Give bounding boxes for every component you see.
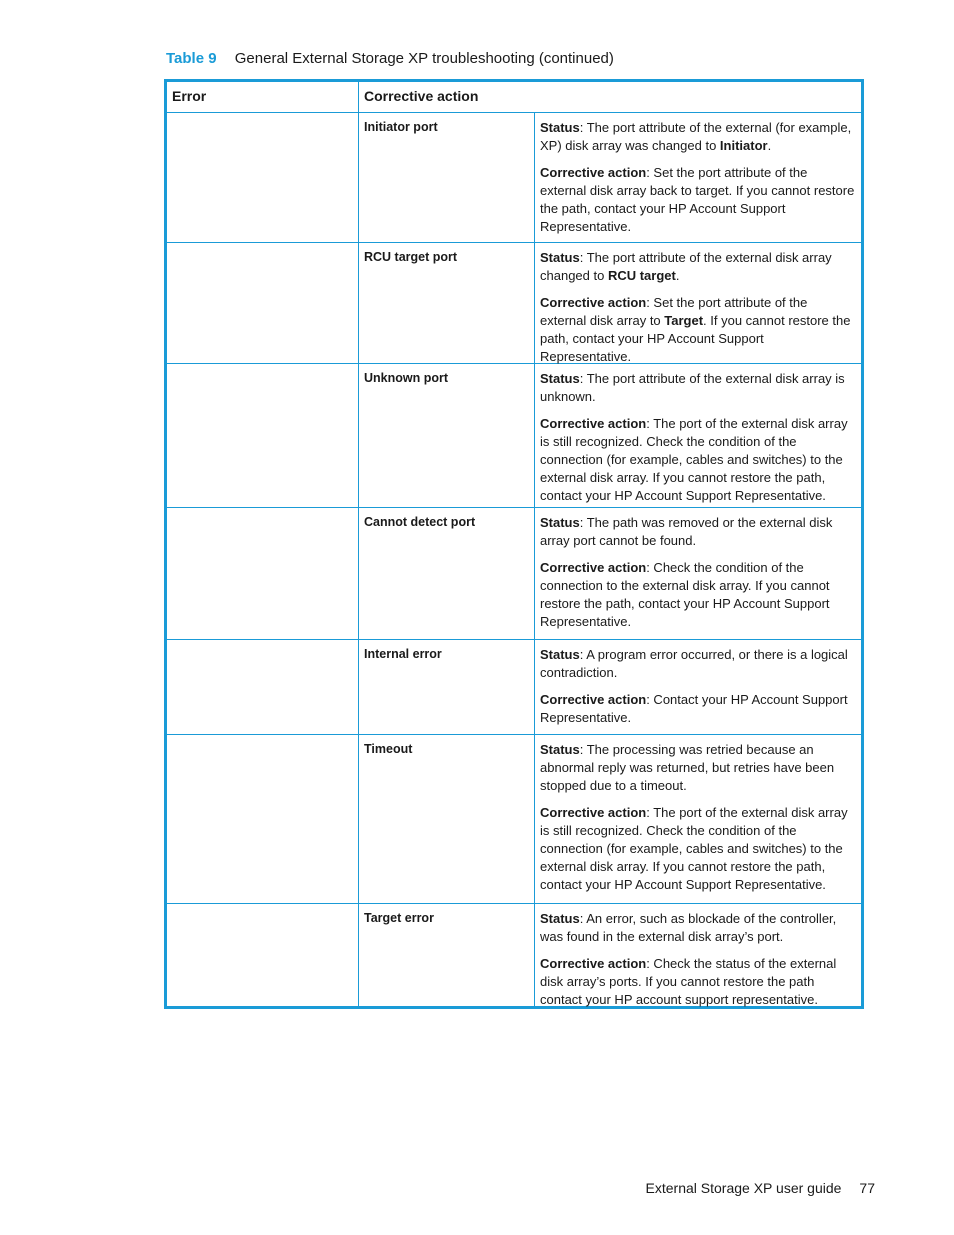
corrective-action-text: Corrective action: Set the port attribute of the external disk array back to target. If you cannot restore the path, contact your HP Account Support Representative. (540, 165, 855, 234)
corrective-action-text: Corrective action: The port of the external disk array is still recognized. Check the condition of the connection (for example, cables and switches) to the external disk array. If you cannot restore the path, contact your HP Account Support Representative. (540, 416, 848, 503)
error-description (540, 249, 855, 375)
corrective-action-text: Corrective action: The port of the external disk array is still recognized. Check the condition of the connection (for example, cables and switches) to the external disk array. If you cannot restore the path, contact your HP Account Support Representative. (540, 805, 848, 892)
error-description (540, 646, 855, 736)
error-description (540, 514, 855, 640)
error-name: Timeout (364, 742, 413, 756)
table-row (167, 113, 861, 243)
status-text: Status: The port attribute of the external (for example, XP) disk array was changed to Initiator. (540, 120, 852, 153)
header-corrective-action: Corrective action (364, 88, 479, 104)
page-footer (646, 1180, 875, 1196)
error-name: Cannot detect port (364, 515, 476, 529)
status-text: Status: The processing was retried because an abnormal reply was returned, but retries have been stopped due to a timeout. (540, 742, 835, 793)
table-row (167, 735, 861, 904)
error-name: Unknown port (364, 371, 449, 385)
table-row (167, 508, 861, 640)
page-number: 77 (859, 1180, 875, 1196)
status-text: Status: A program error occurred, or there is a logical contradiction. (540, 647, 848, 680)
error-description (540, 119, 855, 245)
status-text: Status: An error, such as blockade of the controller, was found in the external disk array’s port. (540, 911, 837, 944)
corrective-action-text: Corrective action: Check the condition of the connection to the external disk array. If you cannot restore the path, contact your HP Account Support Representative. (540, 560, 830, 629)
header-error: Error (172, 88, 207, 104)
status-text: Status: The port attribute of the external disk array changed to RCU target. (540, 250, 832, 283)
troubleshooting-table (164, 79, 864, 1009)
error-name: Target error (364, 911, 434, 925)
table-number: Table 9 (166, 50, 217, 67)
table-row (167, 640, 861, 735)
guide-title: External Storage XP user guide (645, 1180, 842, 1196)
table-header (167, 82, 861, 113)
table-row (167, 364, 861, 508)
table-row (167, 243, 861, 364)
corrective-action-text: Corrective action: Check the status of the external disk array’s ports. If you cannot restore the path contact your HP account support representative. (540, 956, 837, 1007)
error-name: Initiator port (364, 120, 438, 134)
error-description (540, 370, 855, 514)
table-row (167, 904, 861, 1006)
table-caption (166, 50, 614, 67)
status-text: Status: The path was removed or the external disk array port cannot be found. (540, 515, 833, 548)
status-text: Status: The port attribute of the external disk array is unknown. (540, 371, 845, 404)
corrective-action-text: Corrective action: Set the port attribute of the external disk array to Target. If you cannot restore the path, contact your HP Account Support Representative. (540, 295, 851, 364)
table-title: General External Storage XP troubleshooting (continued) (234, 50, 614, 67)
corrective-action-text: Corrective action: Contact your HP Account Support Representative. (540, 692, 848, 725)
error-name: RCU target port (364, 250, 458, 264)
error-description (540, 741, 855, 903)
error-description (540, 910, 855, 1018)
error-name: Internal error (364, 647, 442, 661)
